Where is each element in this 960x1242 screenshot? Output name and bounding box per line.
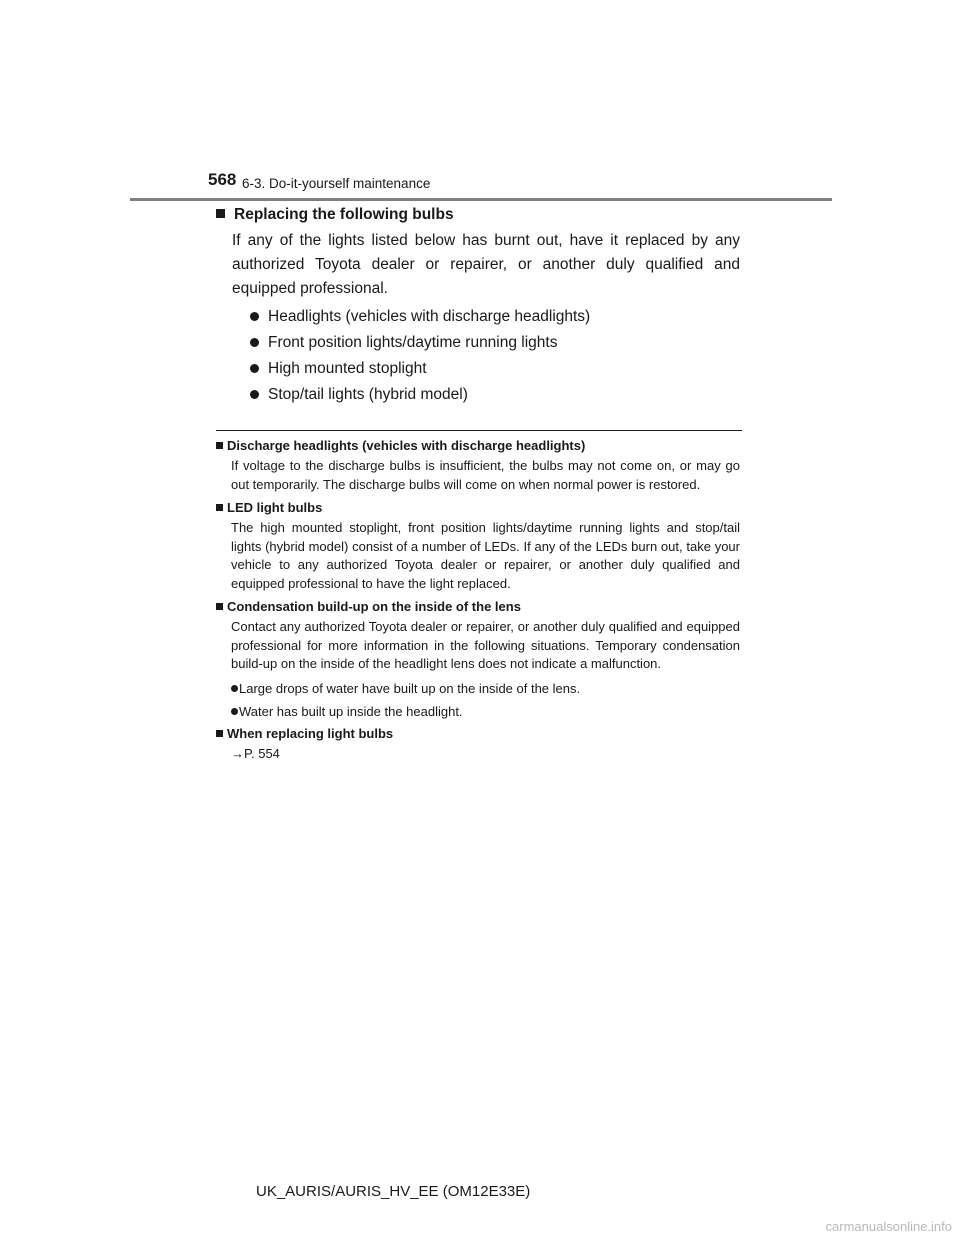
page-reference-link[interactable]: →P. 554: [231, 745, 280, 761]
list-item-text: Stop/tail lights (hybrid model): [268, 386, 468, 403]
square-bullet-icon: [216, 209, 225, 218]
square-bullet-icon: [216, 603, 223, 610]
note-heading-condensation: [216, 599, 740, 614]
list-item: [216, 334, 740, 352]
round-bullet-icon: [250, 364, 259, 373]
round-bullet-icon: [231, 708, 238, 715]
notes-divider: [216, 430, 742, 431]
page-number: 568: [208, 170, 237, 189]
main-heading: [216, 206, 740, 224]
round-bullet-icon: [250, 312, 259, 321]
round-bullet-icon: [250, 390, 259, 399]
note-heading-replacing: [216, 726, 740, 741]
square-bullet-icon: [216, 504, 223, 511]
list-item: [216, 308, 740, 326]
note-heading-text: Discharge headlights (vehicles with discharge headlights): [227, 438, 586, 453]
section-title: 6-3. Do-it-yourself maintenance: [242, 176, 431, 191]
main-section: [216, 206, 740, 412]
list-item: [216, 703, 740, 721]
list-item-text: Large drops of water have built up on the inside of the lens.: [239, 680, 581, 696]
note-body-condensation: Contact any authorized Toyota dealer or repairer, or another duly qualified and equipped professional for more information in the following situations. Temporary condensation build-up on the inside of the headlight lens does not indicate a malfunction.: [231, 619, 740, 671]
header-divider: [130, 198, 832, 201]
round-bullet-icon: [231, 685, 238, 692]
note-heading-text: Condensation build-up on the inside of the lens: [227, 599, 521, 614]
main-body: If any of the lights listed below has burnt out, have it replaced by any authorized Toyota dealer or repairer, or another duly qualified and equipped professional.: [232, 232, 740, 297]
bulb-list: [216, 308, 740, 404]
list-item-text: Water has built up inside the headlight.: [239, 703, 463, 719]
note-body-led: The high mounted stoplight, front position lights/daytime running lights and stop/tail lights (hybrid model) consist of a number of LEDs. If any of the LEDs burn out, take your vehicle to any authorized Toyota dealer or repairer, or another duly qualified and equipped professional to have the light replaced.: [231, 520, 740, 591]
square-bullet-icon: [216, 442, 223, 449]
note-heading-led: [216, 500, 740, 515]
list-item-text: Headlights (vehicles with discharge headlights): [268, 308, 591, 325]
notes-section: [216, 438, 740, 763]
watermark: carmanualsonline.info: [825, 1219, 952, 1234]
footer-model-code: UK_AURIS/AURIS_HV_EE (OM12E33E): [256, 1183, 531, 1200]
list-item-text: High mounted stoplight: [268, 360, 427, 377]
note-body-discharge: If voltage to the discharge bulbs is insufficient, the bulbs may not come on, or may go out temporarily. The discharge bulbs will come on when normal power is restored.: [231, 458, 740, 492]
list-item: [216, 360, 740, 378]
square-bullet-icon: [216, 730, 223, 737]
list-item: [216, 680, 740, 698]
list-item-text: Front position lights/daytime running lights: [268, 334, 558, 351]
note-heading-discharge: [216, 438, 740, 453]
note-heading-text: LED light bulbs: [227, 500, 323, 515]
round-bullet-icon: [250, 338, 259, 347]
note-heading-text: When replacing light bulbs: [227, 725, 394, 741]
main-heading-text: Replacing the following bulbs: [234, 206, 454, 223]
condensation-list: [216, 680, 740, 721]
list-item: [216, 386, 740, 404]
